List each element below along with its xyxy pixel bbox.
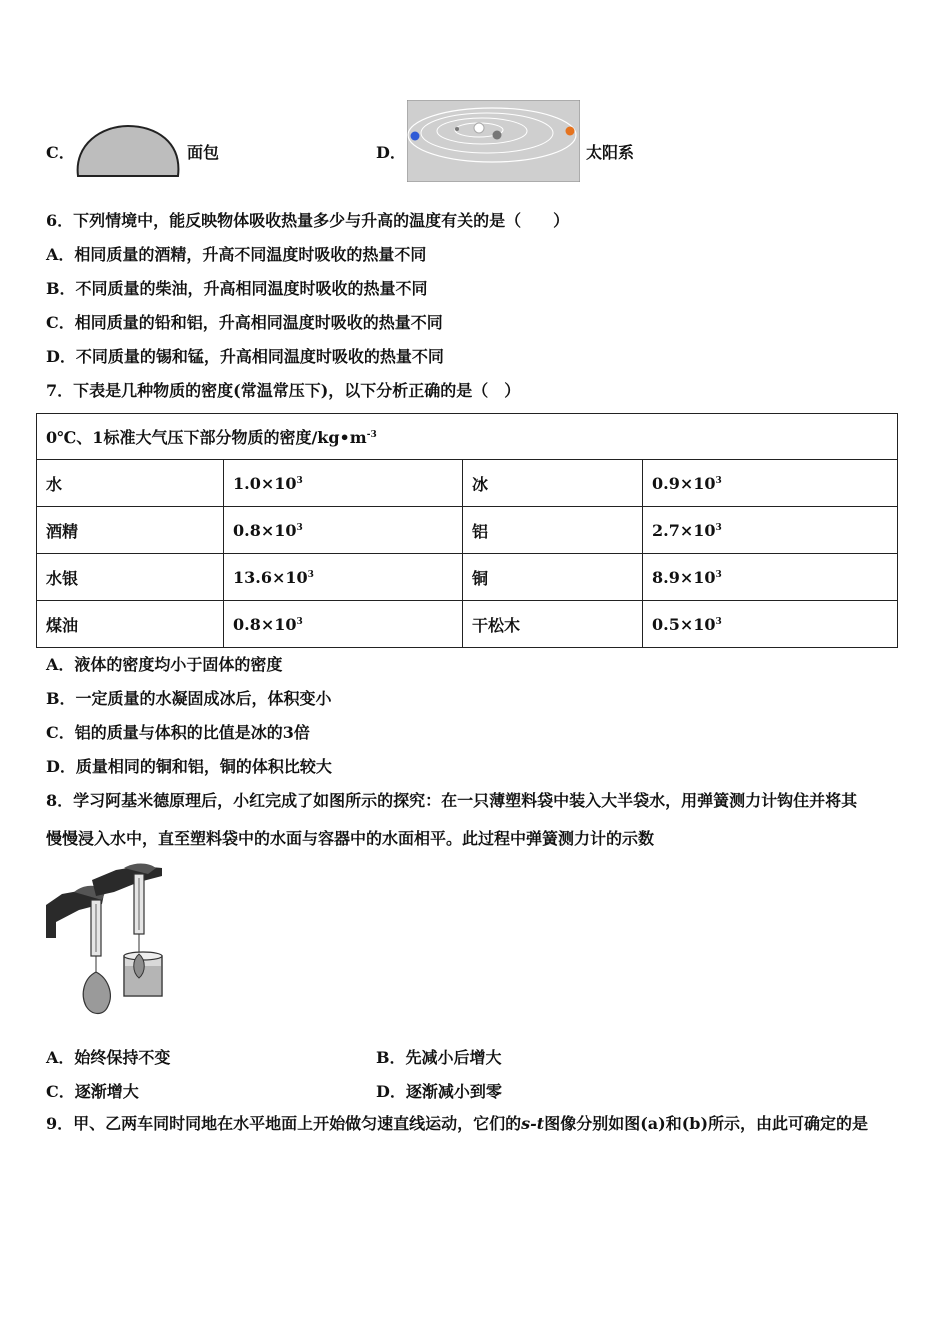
density-cell: $1.0\times 10^3$ [224, 460, 463, 507]
q8-option-c: C．逐渐增大 [46, 1082, 139, 1101]
q7-option-d: D．质量相同的铜和铝，铜的体积比较大 [46, 757, 332, 776]
table-row [37, 601, 898, 648]
density-cell: $0.9\times 10^3$ [643, 460, 898, 507]
table-row [37, 507, 898, 554]
density-cell: $0.8\times 10^3$ [224, 507, 463, 554]
q8-option-b: B．先减小后增大 [376, 1048, 502, 1067]
solar-system-image [407, 100, 580, 182]
q8-option-a: A．始终保持不变 [46, 1048, 171, 1067]
q5-option-c-text: 面包 [187, 143, 220, 162]
q8-stem-line2: 慢慢浸入水中，直至塑料袋中的水面与容器中的水面相平。此过程中弹簧测力计的示数 [46, 829, 655, 848]
density-cell: $8.9\times 10^3$ [643, 554, 898, 601]
q7-option-a: A．液体的密度均小于固体的密度 [46, 655, 283, 674]
q6-option-c: C．相同质量的铅和铝，升高相同温度时吸收的热量不同 [46, 313, 443, 332]
spring-scale-experiment-image [44, 860, 174, 1020]
table-row [37, 460, 898, 507]
material-cell: 酒精 [37, 507, 224, 554]
q6-stem: 6．下列情境中，能反映物体吸收热量多少与升高的温度有关的是（ ） [46, 211, 570, 230]
density-table [36, 413, 898, 648]
q5-option-d-text: 太阳系 [586, 143, 635, 162]
material-cell: 冰 [463, 460, 643, 507]
material-cell: 铝 [463, 507, 643, 554]
q7-stem: 7．下表是几种物质的密度(常温常压下)，以下分析正确的是（ ） [46, 381, 521, 400]
density-cell: $13.6\times 10^3$ [224, 554, 463, 601]
material-cell: 铜 [463, 554, 643, 601]
material-cell: 煤油 [37, 601, 224, 648]
q7-option-c: C．铝的质量与体积的比值是冰的3倍 [46, 723, 310, 742]
table-row [37, 554, 898, 601]
material-cell: 水 [37, 460, 224, 507]
q6-option-d: D．不同质量的锡和锰，升高相同温度时吸收的热量不同 [46, 347, 444, 366]
q8-stem-line1: 8．学习阿基米德原理后，小红完成了如图所示的探究：在一只薄塑料袋中装入大半袋水，用弹簧测力计钩住并将其 [46, 791, 858, 810]
density-cell: $2.7\times 10^3$ [643, 507, 898, 554]
bread-image [74, 124, 182, 180]
q8-option-d: D．逐渐减小到零 [376, 1082, 502, 1101]
q6-option-b: B．不同质量的柴油，升高相同温度时吸收的热量不同 [46, 279, 428, 298]
material-cell: 干松木 [463, 601, 643, 648]
density-cell: $0.5\times 10^3$ [643, 601, 898, 648]
q9-stem: 9．甲、乙两车同时同地在水平地面上开始做匀速直线运动，它们的s-t图像分别如图(a)和(b)所示，由此可确定的是 [46, 1114, 869, 1133]
material-cell: 水银 [37, 554, 224, 601]
table-title-row [37, 414, 898, 460]
q5-option-c-label: C． [46, 143, 75, 162]
q6-option-a: A．相同质量的酒精，升高不同温度时吸收的热量不同 [46, 245, 427, 264]
density-cell: $0.8\times 10^3$ [224, 601, 463, 648]
q5-option-d-label: D． [376, 143, 406, 162]
table-title: 0℃、1标准大气压下部分物质的密度$/kg•m^{-3}$ [37, 414, 898, 460]
q7-option-b: B．一定质量的水凝固成冰后，体积变小 [46, 689, 332, 708]
